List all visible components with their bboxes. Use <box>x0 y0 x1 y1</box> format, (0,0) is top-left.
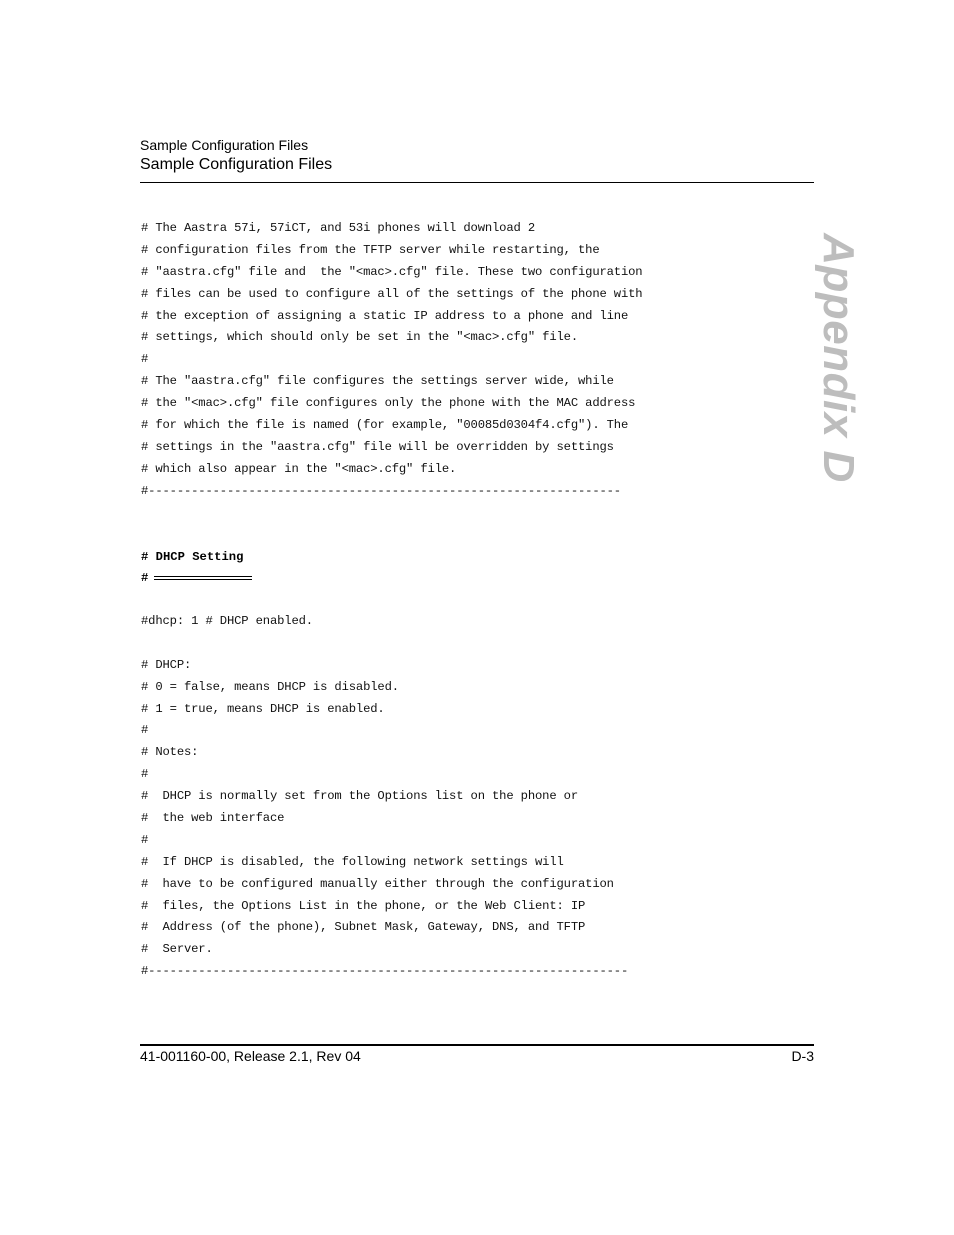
code-line: # for which the file is named (for example, "00085d0304f4.cfg"). The <box>141 418 629 433</box>
footer-rule <box>140 1044 814 1046</box>
code-line: # <box>141 723 149 738</box>
code-line: # settings, which should only be set in the "<mac>.cfg" file. <box>141 330 578 345</box>
code-separator-line: #------------------------------------------------------------------- <box>141 964 629 979</box>
code-line: # DHCP is normally set from the Options list on the phone or <box>141 789 578 804</box>
code-line: # "aastra.cfg" file and the "<mac>.cfg" file. These two configuration <box>141 264 643 279</box>
config-comment-block-intro <box>141 218 642 503</box>
code-line: # <box>141 832 149 847</box>
code-line: # the web interface <box>141 811 285 826</box>
code-line: # <box>141 352 149 367</box>
code-line: # The Aastra 57i, 57iCT, and 53i phones will download 2 <box>141 221 536 235</box>
code-line: # <box>141 767 149 782</box>
code-separator-line: #------------------------------------------------------------------ <box>141 483 621 498</box>
section-title: Sample Configuration Files <box>140 156 333 173</box>
code-line: # have to be configured manually either through the configuration <box>141 876 614 891</box>
code-line: # 0 = false, means DHCP is disabled. <box>141 679 399 694</box>
code-line: # the "<mac>.cfg" file configures only the phone with the MAC address <box>141 396 636 411</box>
appendix-side-tab <box>814 233 863 483</box>
code-line: # 1 = true, means DHCP is enabled. <box>141 701 385 716</box>
header-rule <box>140 182 814 183</box>
code-line: # configuration files from the TFTP server while restarting, the <box>141 242 600 257</box>
code-line <box>141 633 628 655</box>
double-underline-bar <box>154 576 252 580</box>
code-line: # If DHCP is disabled, the following network settings will <box>141 854 564 869</box>
config-comment-block-dhcp <box>141 611 628 983</box>
code-line: # files can be used to configure all of the settings of the phone with <box>141 286 643 301</box>
dhcp-setting-heading: # DHCP Setting <box>141 550 244 564</box>
code-line: # The "aastra.cfg" file configures the settings server wide, while <box>141 374 614 389</box>
code-line: #dhcp: 1 # DHCP enabled. <box>141 614 313 628</box>
code-line: # the exception of assigning a static IP address to a phone and line <box>141 308 629 323</box>
code-line: # files, the Options List in the phone, or the Web Client: IP <box>141 898 586 913</box>
code-line: # Address (of the phone), Subnet Mask, Gateway, DNS, and TFTP <box>141 920 586 935</box>
code-line: # Notes: <box>141 745 199 760</box>
running-header: Sample Configuration Files <box>140 137 309 153</box>
dhcp-underline-hash: # <box>141 571 149 585</box>
footer-document-id: 41-001160-00, Release 2.1, Rev 04 <box>140 1048 361 1064</box>
footer-page-number: D-3 <box>791 1048 814 1064</box>
appendix-side-tab-label: Appendix D <box>814 233 863 483</box>
code-line: # Server. <box>141 942 213 957</box>
code-line: # which also appear in the "<mac>.cfg" file. <box>141 461 457 476</box>
dhcp-heading-underline <box>141 568 252 590</box>
code-line: # DHCP: <box>141 657 192 672</box>
code-line: # settings in the "aastra.cfg" file will be overridden by settings <box>141 439 614 454</box>
